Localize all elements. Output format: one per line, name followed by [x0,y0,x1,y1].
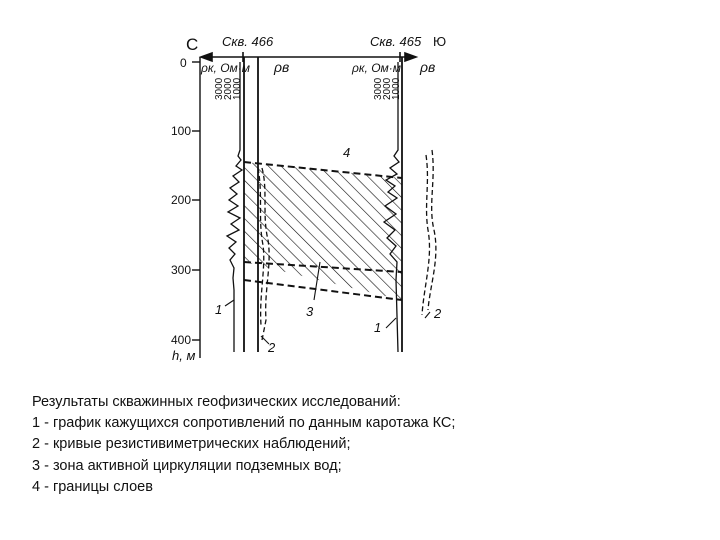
caption-title: Результаты скважинных геофизических исследований: [32,394,401,410]
depth-tick-300: 300 [171,263,192,277]
scale-right-3000: 3000 [373,77,384,100]
callout-4: 4 [343,145,351,160]
figure-caption [32,392,692,498]
scale-right-1000: 1000 [391,77,402,100]
callout-2-right: 2 [434,306,442,321]
scale-left-1000: 1000 [232,77,243,100]
scale-left-3000: 3000 [214,77,225,100]
depth-axis [192,57,200,358]
depth-tick-200: 200 [171,193,192,207]
caption-item-2: 2 - кривые резистивиметрических наблюдений; [32,436,351,453]
rho-v-curve-right [428,150,436,310]
caption-item-4: 4 - границы слоев [32,478,153,495]
callout-1-left: 1 [215,302,223,317]
scale-labels-left [214,77,243,100]
rho-k-label-left: ρк, Ом·м [201,61,250,75]
scale-right-2000: 2000 [382,77,393,100]
callout-1-right: 1 [374,320,382,335]
scale-left-2000: 2000 [223,77,234,100]
depth-axis-label: h, м [172,348,196,363]
depth-tick-100: 100 [171,124,192,138]
circulation-zone [244,162,402,300]
caption-item-1: 1 - график кажущихся сопротивлений по данным каротажа КС; [32,415,456,432]
callout-2-left: 2 [268,340,276,355]
rho-v-label-left: ρв [274,59,290,75]
rho-k-curve-left [227,62,242,352]
caption-item-3: 3 - зона активной циркуляции подземных вод; [32,457,342,474]
callout-3: 3 [306,304,314,319]
rho-v-curve-right-b [422,155,429,315]
rho-v-label-right: ρв [420,59,436,75]
south-label: Ю [433,34,447,49]
rho-k-label-right: ρк, Ом·м [352,61,401,75]
depth-tick-0: 0 [180,56,187,70]
north-label: С [186,35,199,54]
depth-tick-400: 400 [171,333,192,347]
well-right-label: Скв. 465 [370,34,422,49]
well-left-label: Скв. 466 [222,34,274,49]
